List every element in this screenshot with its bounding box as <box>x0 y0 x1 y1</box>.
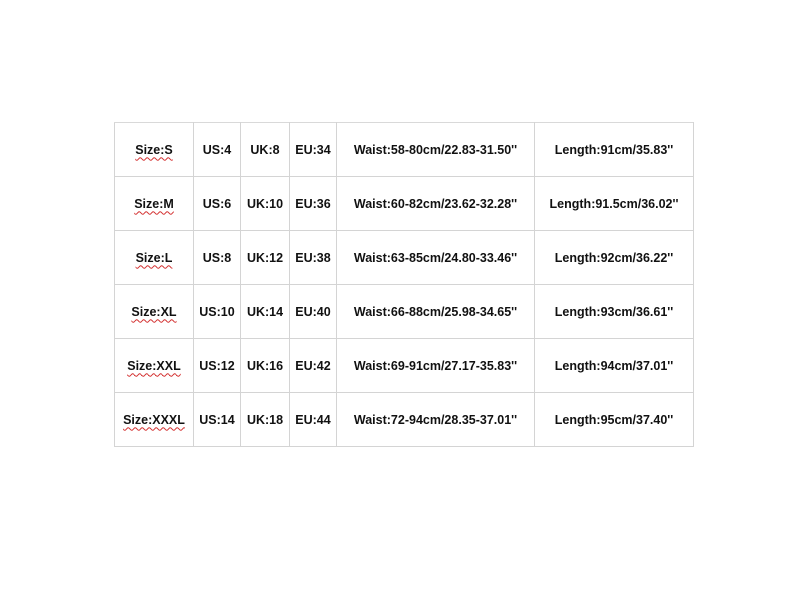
eu-size-cell-text: EU:36 <box>295 196 331 211</box>
waist-cell-text: Waist:72-94cm/28.35-37.01'' <box>353 412 518 427</box>
size-cell-text: Size:M <box>134 196 174 211</box>
length-cell-text: Length:91cm/35.83'' <box>554 142 674 157</box>
size-row <box>115 123 694 177</box>
size-row <box>115 285 694 339</box>
waist-cell <box>337 123 535 177</box>
us-size-cell <box>194 177 241 231</box>
size-cell <box>115 339 194 393</box>
us-size-cell-text: US:6 <box>202 196 232 211</box>
uk-size-cell <box>241 231 290 285</box>
us-size-cell-text: US:14 <box>199 412 235 427</box>
waist-cell-text: Waist:58-80cm/22.83-31.50'' <box>353 142 518 157</box>
size-chart-body <box>115 123 694 447</box>
us-size-cell <box>194 393 241 447</box>
length-cell <box>535 177 694 231</box>
size-row <box>115 177 694 231</box>
length-cell-text: Length:91.5cm/36.02'' <box>549 196 679 211</box>
waist-cell <box>337 177 535 231</box>
us-size-cell <box>194 339 241 393</box>
waist-cell-text: Waist:63-85cm/24.80-33.46'' <box>353 250 518 265</box>
size-cell-text: Size:XL <box>131 304 177 319</box>
size-cell-text: Size:L <box>135 250 173 265</box>
uk-size-cell <box>241 123 290 177</box>
eu-size-cell <box>290 231 337 285</box>
waist-cell-text: Waist:60-82cm/23.62-32.28'' <box>353 196 518 211</box>
eu-size-cell <box>290 285 337 339</box>
us-size-cell-text: US:8 <box>202 250 232 265</box>
length-cell-text: Length:94cm/37.01'' <box>554 358 674 373</box>
eu-size-cell-text: EU:40 <box>295 304 331 319</box>
uk-size-cell <box>241 339 290 393</box>
waist-cell <box>337 285 535 339</box>
size-row <box>115 339 694 393</box>
size-cell <box>115 393 194 447</box>
size-cell-text: Size:S <box>135 142 173 157</box>
size-row <box>115 231 694 285</box>
waist-cell <box>337 231 535 285</box>
waist-cell <box>337 393 535 447</box>
us-size-cell <box>194 123 241 177</box>
size-cell <box>115 285 194 339</box>
eu-size-cell-text: EU:34 <box>295 142 331 157</box>
size-cell <box>115 177 194 231</box>
us-size-cell-text: US:10 <box>199 304 235 319</box>
uk-size-cell <box>241 393 290 447</box>
eu-size-cell <box>290 339 337 393</box>
length-cell-text: Length:93cm/36.61'' <box>554 304 674 319</box>
eu-size-cell-text: EU:38 <box>295 250 331 265</box>
length-cell <box>535 231 694 285</box>
uk-size-cell-text: UK:10 <box>246 196 284 211</box>
length-cell-text: Length:92cm/36.22'' <box>554 250 674 265</box>
uk-size-cell <box>241 285 290 339</box>
length-cell-text: Length:95cm/37.40'' <box>554 412 674 427</box>
uk-size-cell-text: UK:14 <box>246 304 284 319</box>
size-cell <box>115 123 194 177</box>
uk-size-cell-text: UK:18 <box>246 412 284 427</box>
eu-size-cell-text: EU:44 <box>295 412 331 427</box>
size-cell-text: Size:XXL <box>127 358 181 373</box>
eu-size-cell <box>290 393 337 447</box>
waist-cell-text: Waist:66-88cm/25.98-34.65'' <box>353 304 518 319</box>
size-cell-text: Size:XXXL <box>123 412 185 427</box>
waist-cell-text: Waist:69-91cm/27.17-35.83'' <box>353 358 518 373</box>
uk-size-cell <box>241 177 290 231</box>
length-cell <box>535 339 694 393</box>
us-size-cell <box>194 285 241 339</box>
eu-size-cell <box>290 177 337 231</box>
us-size-cell <box>194 231 241 285</box>
length-cell <box>535 123 694 177</box>
uk-size-cell-text: UK:16 <box>246 358 284 373</box>
size-row <box>115 393 694 447</box>
waist-cell <box>337 339 535 393</box>
eu-size-cell <box>290 123 337 177</box>
size-chart-table <box>114 122 694 447</box>
eu-size-cell-text: EU:42 <box>295 358 331 373</box>
uk-size-cell-text: UK:8 <box>250 142 280 157</box>
us-size-cell-text: US:4 <box>202 142 232 157</box>
uk-size-cell-text: UK:12 <box>246 250 284 265</box>
us-size-cell-text: US:12 <box>199 358 235 373</box>
length-cell <box>535 285 694 339</box>
size-cell <box>115 231 194 285</box>
length-cell <box>535 393 694 447</box>
